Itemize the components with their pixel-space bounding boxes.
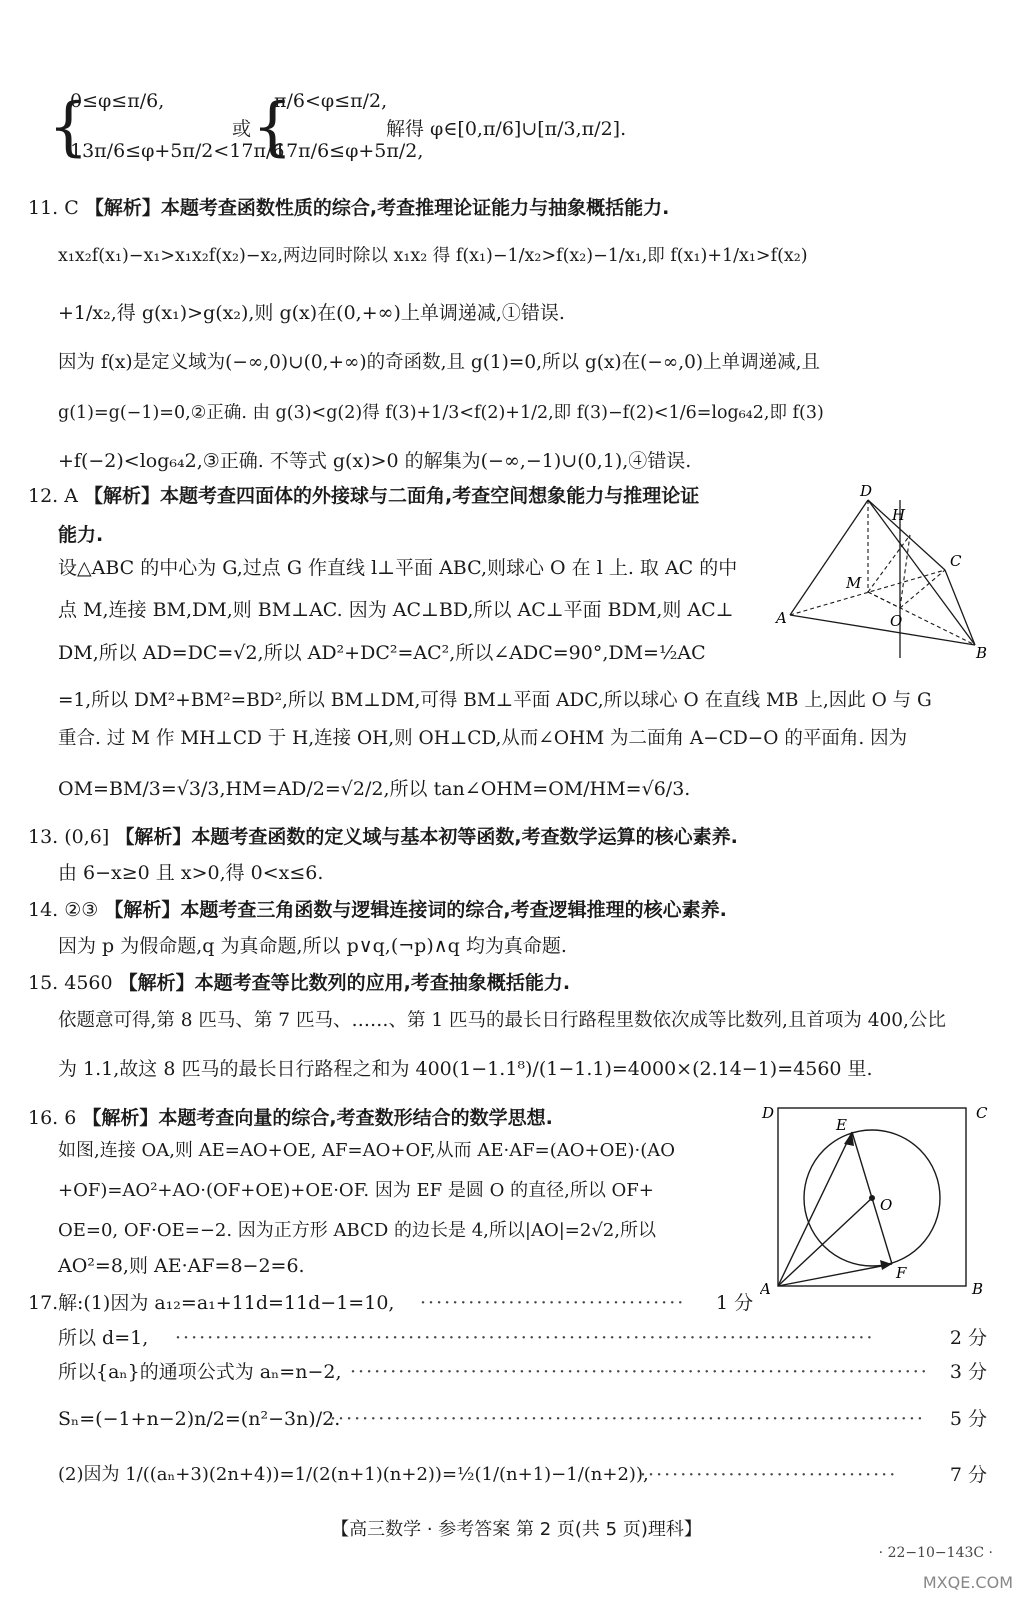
- q12-line5: 重合. 过 M 作 MH⊥CD 于 H,连接 OH,则 OH⊥CD,从而∠OHM 为二面角 A−CD−O 的平面角. 因为: [58, 728, 908, 749]
- q17-score1: 1 分: [716, 1292, 754, 1314]
- q11-line2: +1/x₂,得 g(x₁)>g(x₂),则 g(x)在(0,+∞)上单调递减,①错误.: [58, 302, 565, 324]
- q17-score5: 7 分: [949, 1464, 987, 1486]
- q14-line1: 因为 p 为假命题,q 为真命题,所以 p∨q,(¬p)∧q 均为真命题.: [58, 935, 567, 957]
- brace-left: {: [48, 90, 89, 164]
- q17-line2: 所以 d=1,: [58, 1327, 149, 1349]
- q16-line1: 如图,连接 OA,则 AE=AO+OE, AF=AO+OF,从而 AE·AF=(AO+OE)·(AO: [58, 1140, 676, 1161]
- q17-dots2: ·······················································································: [175, 1327, 875, 1349]
- q17-dots1: ·································: [420, 1292, 686, 1314]
- fig16-label-A: A: [760, 1280, 771, 1298]
- q17-dots3: ········································································: [350, 1361, 929, 1383]
- fig16-label-B: B: [972, 1280, 984, 1298]
- q11-heading: [28, 195, 669, 221]
- q16-heading: [28, 1105, 553, 1131]
- system1-line1: 0≤φ≤π/6,: [70, 90, 165, 112]
- q13-head: 本题考查函数的定义域与基本初等函数,考查数学运算的核心素养.: [191, 826, 738, 848]
- fig16-label-C: C: [976, 1104, 988, 1122]
- fig12-label-D: D: [860, 482, 873, 500]
- q16-line3: OE=0, OF·OE=−2. 因为正方形 ABCD 的边长是 4,所以|AO|=2√2,所以: [58, 1220, 656, 1241]
- fig16-label-O: O: [880, 1196, 893, 1214]
- system-result: 解得 φ∈[0,π/6]∪[π/3,π/2].: [386, 118, 627, 140]
- q11-tag: 【解析】: [84, 197, 161, 219]
- q11-line5: +f(−2)<log₆₄2,③正确. 不等式 g(x)>0 的解集为(−∞,−1)∪(0,1),④错误.: [58, 450, 692, 472]
- tetrahedron-figure: [770, 480, 1000, 665]
- q12-line2: 点 M,连接 BM,DM,则 BM⊥AC. 因为 AC⊥BD,所以 AC⊥平面 BDM,则 AC⊥: [58, 599, 734, 621]
- q11-line1: x₁x₂f(x₁)−x₁>x₁x₂f(x₂)−x₂,两边同时除以 x₁x₂ 得 f(x₁)−1/x₂>f(x₂)−1/x₁,即 f(x₁)+1/x₁>f(x₂): [58, 246, 808, 266]
- q15-head: 本题考查等比数列的应用,考查抽象概括能力.: [194, 972, 571, 994]
- q16-line4: AO²=8,则 AE·AF=8−2=6.: [58, 1255, 305, 1277]
- page-footer: 【高三数学 · 参考答案 第 2 页(共 5 页)理科】: [331, 1519, 702, 1540]
- q17-dots4: ··········································································: [330, 1408, 925, 1430]
- q12-line1: 设△ABC 的中心为 G,过点 G 作直线 l⊥平面 ABC,则球心 O 在 l 上. 取 AC 的中: [58, 557, 738, 579]
- system2-line2: 17π/6≤φ+5π/2,: [274, 140, 424, 162]
- fig16-label-F: F: [896, 1264, 907, 1282]
- square-circle-figure: [760, 1098, 1000, 1298]
- system2-line1: π/6<φ≤π/2,: [274, 90, 388, 112]
- q17-dots5: ································: [640, 1464, 898, 1486]
- q17-score2: 2 分: [949, 1327, 987, 1349]
- q17-line4: Sₙ=(−1+n−2)n/2=(n²−3n)/2.: [58, 1408, 341, 1430]
- fig12-label-C: C: [950, 552, 962, 570]
- fig12-label-H: H: [892, 506, 906, 524]
- doc-code: · 22−10−143C ·: [878, 1545, 993, 1561]
- q12-tag: 【解析】: [84, 485, 161, 507]
- q17-line1: 解:(1)因为 a₁₂=a₁+11d=11d−1=10,: [58, 1292, 395, 1314]
- or-text: 或: [232, 118, 252, 140]
- q12-line3: DM,所以 AD=DC=√2,所以 AD²+DC²=AC²,所以∠ADC=90°,DM=½AC: [58, 642, 706, 664]
- q16-head: 本题考查向量的综合,考查数形结合的数学思想.: [158, 1107, 553, 1129]
- fig12-label-A: A: [776, 609, 787, 627]
- q12-number: 12. A: [28, 485, 78, 507]
- q12-heading: [28, 483, 699, 509]
- q11-head: 本题考查函数性质的综合,考查推理论证能力与抽象概括能力.: [160, 197, 670, 219]
- q13-number: 13. (0,6]: [28, 826, 110, 848]
- q15-line2: 为 1.1,故这 8 匹马的最长日行路程之和为 400(1−1.1⁸)/(1−1.1)=4000×(2.14−1)=4560 里.: [58, 1058, 873, 1080]
- q14-tag: 【解析】: [104, 899, 181, 921]
- site-watermark: MXQE.COM: [922, 1573, 1013, 1592]
- q15-line1: 依题意可得,第 8 匹马、第 7 匹马、……、第 1 匹马的最长日行路程里数依次成等比数列,且首项为 400,公比: [58, 1010, 946, 1031]
- q11-number: 11. C: [28, 197, 79, 219]
- q13-tag: 【解析】: [115, 826, 192, 848]
- q15-tag: 【解析】: [118, 972, 195, 994]
- q12-line6: OM=BM/3=√3/3,HM=AD/2=√2/2,所以 tan∠OHM=OM/HM=√6/3.: [58, 778, 691, 800]
- q17-line5: (2)因为 1/((aₙ+3)(2n+4))=1/(2(n+1)(n+2))=½(1/(n+1)−1/(n+2)),: [58, 1464, 649, 1485]
- q15-number: 15. 4560: [28, 972, 113, 994]
- q11-line3: 因为 f(x)是定义域为(−∞,0)∪(0,+∞)的奇函数,且 g(1)=0,所以 g(x)在(−∞,0)上单调递减,且: [58, 352, 821, 373]
- q14-number: 14. ②③: [28, 899, 99, 921]
- fig12-label-M: M: [846, 574, 862, 592]
- q12-line4: =1,所以 DM²+BM²=BD²,所以 BM⊥DM,可得 BM⊥平面 ADC,所以球心 O 在直线 MB 上,因此 O 与 G: [58, 690, 932, 711]
- q16-tag: 【解析】: [82, 1107, 159, 1129]
- fig16-label-D: D: [762, 1104, 775, 1122]
- q13-heading: [28, 824, 738, 850]
- q14-heading: [28, 897, 727, 923]
- q13-line1: 由 6−x≥0 且 x>0,得 0<x≤6.: [58, 862, 324, 884]
- fig12-label-O: O: [890, 612, 903, 630]
- q11-line4: g(1)=g(−1)=0,②正确. 由 g(3)<g(2)得 f(3)+1/3<f(2)+1/2,即 f(3)−f(2)<1/6=log₆₄2,即 f(3): [58, 403, 824, 423]
- q16-number: 16. 6: [28, 1107, 77, 1129]
- q12-head: 本题考查四面体的外接球与二面角,考查空间想象能力与推理论证: [160, 485, 700, 507]
- q16-line2: +OF)=AO²+AO·(OF+OE)+OE·OF. 因为 EF 是圆 O 的直径,所以 OF+: [58, 1180, 654, 1201]
- fig12-label-B: B: [976, 644, 988, 662]
- q15-heading: [28, 970, 570, 996]
- q17-number: 17.: [28, 1292, 59, 1314]
- system1-line2: 13π/6≤φ+5π/2<17π/6: [70, 140, 285, 162]
- fig16-label-E: E: [836, 1116, 847, 1134]
- q17-score4: 5 分: [949, 1408, 987, 1430]
- q17-score3: 3 分: [949, 1361, 987, 1383]
- q17-line3: 所以{aₙ}的通项公式为 aₙ=n−2,: [58, 1361, 342, 1383]
- q12-head2: 能力.: [58, 524, 104, 546]
- q14-head: 本题考查三角函数与逻辑连接词的综合,考查逻辑推理的核心素养.: [180, 899, 727, 921]
- brace-right: {: [252, 90, 293, 164]
